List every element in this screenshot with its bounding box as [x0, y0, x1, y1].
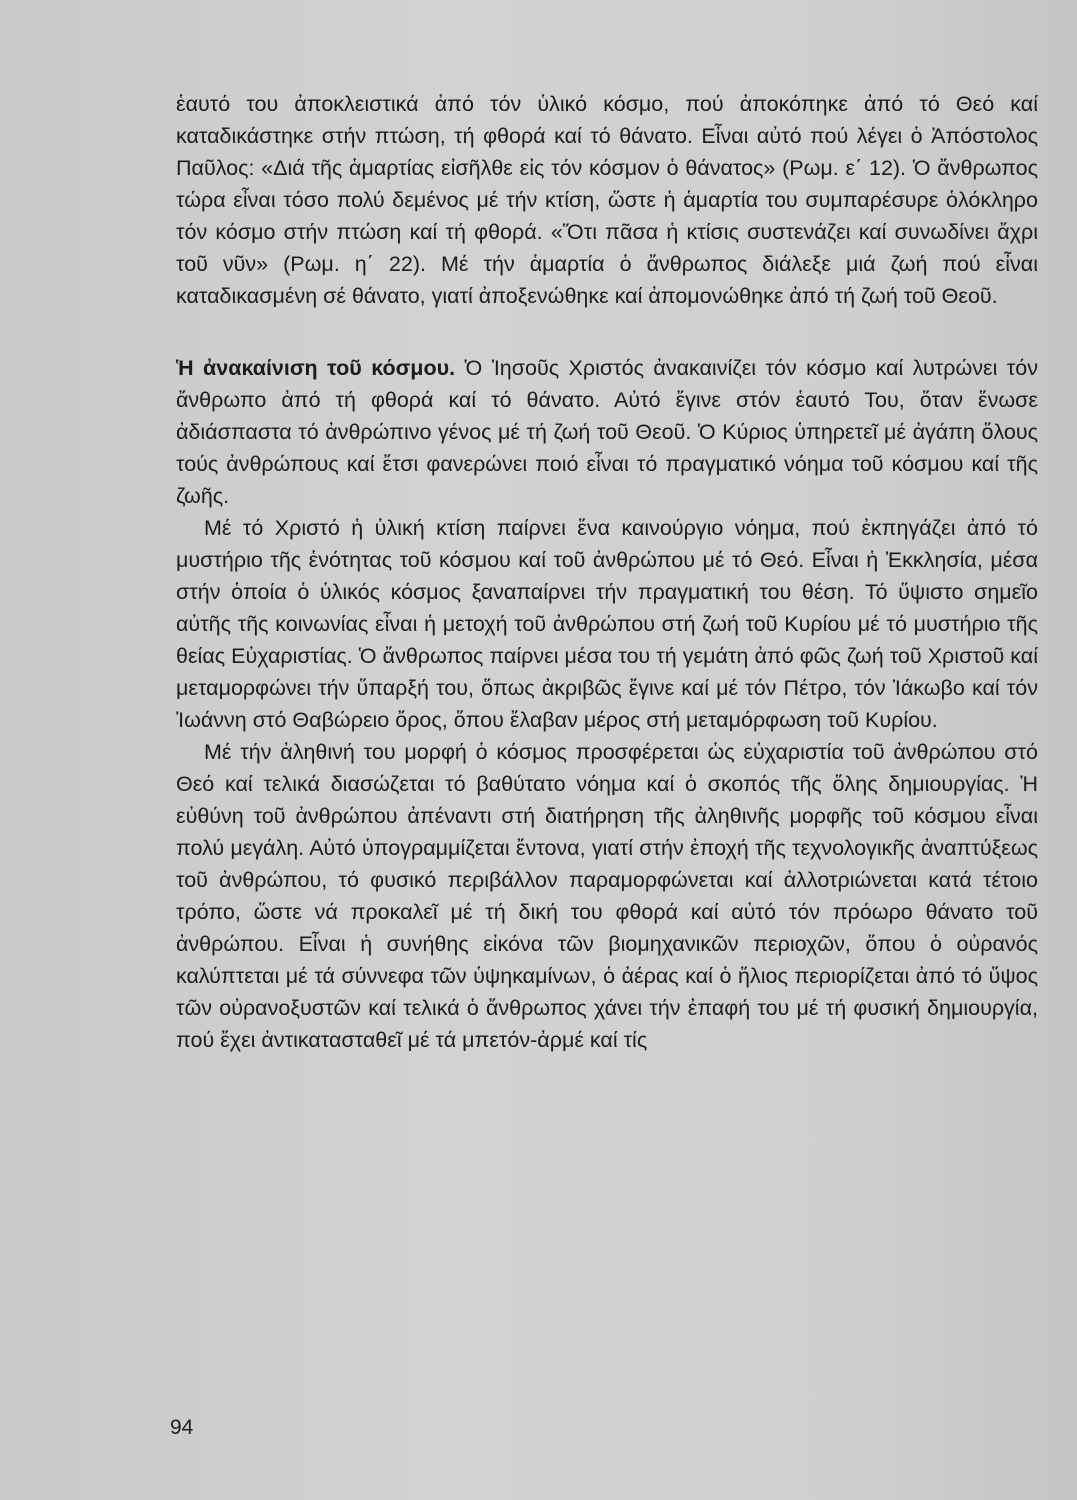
paragraph-2-text: Ὁ Ἰησοῦς Χριστός ἀνακαινίζει τόν κόσμο καί λυτρώνει τόν ἄνθρωπο ἀπό τή φθορά καί τό θάνατο. Αὐτό ἔγινε στόν ἑαυτό Του, ὅταν ἕνωσε ἀδιάσπαστα τό ἀνθρώπινο γένος μέ τή ζωή τοῦ Θεοῦ. Ὁ Κύριος ὑπηρετεῖ μέ ἀγάπη ὅλους τούς ἀνθρώπους καί ἔτσι φανερώνει ποιό εἶναι τό πραγματικό νόημα τοῦ κόσμου καί τῆς ζωῆς. — [176, 356, 1038, 508]
section-heading: Ἡ ἀνακαίνιση τοῦ κόσμου. — [176, 356, 456, 380]
paragraph-4 — [176, 736, 1038, 1056]
page-number: 94 — [170, 1416, 194, 1439]
body-text — [176, 88, 1038, 1056]
paragraph-2 — [176, 352, 1038, 512]
paragraph-4-text: Μέ τήν ἀληθινή του μορφή ὁ κόσμος προσφέρεται ὡς εὐχαριστία τοῦ ἀνθρώπου στό Θεό καί τελικά διασώζεται τό βαθύτατο νόημα καί ὁ σκοπός τῆς ὅλης δημιουργίας. Ἡ εὐθύνη τοῦ ἀνθρώπου ἀπέναντι στή διατήρηση τῆς ἀληθινῆς μορφῆς τοῦ κόσμου εἶναι πολύ μεγάλη. Αὐτό ὑπογραμμίζεται ἔντονα, γιατί στήν ἐποχή τῆς τεχνολογικῆς ἀναπτύξεως τοῦ ἀνθρώπου, τό φυσικό περιβάλλον παραμορφώνεται καί ἀλλοτριώνεται κατά τέτοιο τρόπο, ὥστε νά προκαλεῖ μέ τή δική του φθορά καί αὐτό τόν πρόωρο θάνατο τοῦ ἀνθρώπου. Εἶναι ἡ συνήθης εἰκόνα τῶν βιομηχανικῶν περιοχῶν, ὅπου ὁ οὐρανός καλύπτεται μέ τά σύννεφα τῶν ὑψηκαμίνων, ὁ ἀέρας καί ὁ ἥλιος περιορίζεται ἀπό τό ὕψος τῶν οὐρανοξυστῶν καί τελικά ὁ ἄνθρωπος χάνει τήν ἐπαφή του μέ τή φυσική δημιουργία, πού ἔχει ἀντικατασταθεῖ μέ τά μπετόν-ἀρμέ καί τίς — [176, 740, 1038, 1052]
paragraph-1 — [176, 88, 1038, 312]
paragraph-3-text: Μέ τό Χριστό ἡ ὑλική κτίση παίρνει ἕνα καινούργιο νόημα, πού ἐκπηγάζει ἀπό τό μυστήριο τῆς ἑνότητας τοῦ κόσμου καί τοῦ ἀνθρώπου μέ τό Θεό. Εἶναι ἡ Ἐκκλησία, μέσα στήν ὁποία ὁ ὑλικός κόσμος ξαναπαίρνει τήν πραγματική του θέση. Τό ὕψιστο σημεῖο αὐτῆς τῆς κοινωνίας εἶναι ἡ μετοχή τοῦ ἀνθρώπου στή ζωή τοῦ Κυρίου μέ τό μυστήριο τῆς θείας Εὐχαριστίας. Ὁ ἄνθρωπος παίρνει μέσα του τή γεμάτη ἀπό φῶς ζωή τοῦ Χριστοῦ καί μεταμορφώνει τήν ὕπαρξή του, ὅπως ἀκριβῶς ἔγινε καί μέ τόν Πέτρο, τόν Ἰάκωβο καί τόν Ἰωάννη στό Θαβώρειο ὄρος, ὅπου ἔλαβαν μέρος στή μεταμόρφωση τοῦ Κυρίου. — [176, 516, 1038, 732]
section-gap — [176, 312, 1038, 352]
paragraph-1-text: ἑαυτό του ἀποκλειστικά ἀπό τόν ὑλικό κόσμο, πού ἀποκόπηκε ἀπό τό Θεό καί καταδικάστηκε στήν πτώση, τή φθορά καί τό θάνατο. Εἶναι αὐτό πού λέγει ὁ Ἀπόστολος Παῦλος: «Διά τῆς ἁμαρτίας εἰσῆλθε εἰς τόν κόσμον ὁ θάνατος» (Ρωμ. ε΄ 12). Ὁ ἄνθρωπος τώρα εἶναι τόσο πολύ δεμένος μέ τήν κτίση, ὥστε ἡ ἁμαρτία του συμπαρέσυρε ὁλόκληρο τόν κόσμο στήν πτώση καί τή φθορά. «Ὅτι πᾶσα ἡ κτίσις συστενάζει καί συνωδίνει ἄχρι τοῦ νῦν» (Ρωμ. η΄ 22). Μέ τήν ἁμαρτία ὁ ἄνθρωπος διάλεξε μιά ζωή πού εἶναι καταδικασμένη σέ θάνατο, γιατί ἀποξενώθηκε καί ἀπομονώθηκε ἀπό τή ζωή τοῦ Θεοῦ. — [176, 92, 1038, 308]
paragraph-3 — [176, 512, 1038, 736]
